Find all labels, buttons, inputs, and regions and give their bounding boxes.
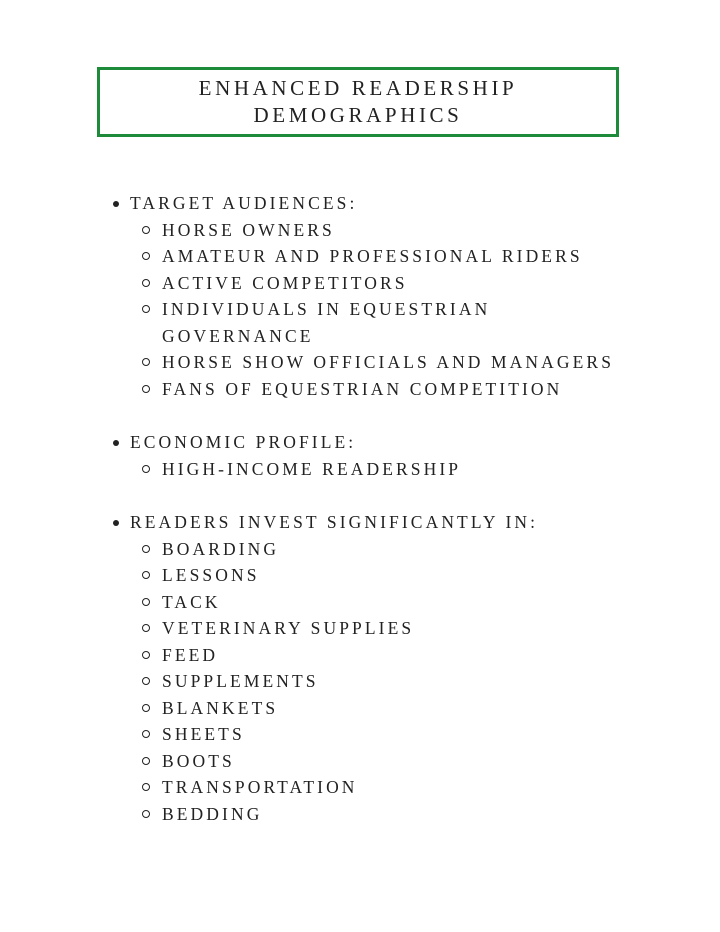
bullet-circle-icon	[142, 545, 150, 553]
bullet-circle-icon	[142, 624, 150, 632]
bullet-circle-icon	[142, 651, 150, 659]
list-item	[0, 774, 622, 801]
page-title-line-2: DEMOGRAPHICS	[253, 103, 463, 127]
list-item	[0, 562, 622, 589]
list-item-text: INDIVIDUALS IN EQUESTRIAN GOVERNANCE	[162, 299, 491, 346]
bullet-circle-icon	[142, 810, 150, 818]
list-item-text: HORSE OWNERS	[162, 219, 335, 240]
list-item-text: HIGH-INCOME READERSHIP	[162, 458, 462, 479]
list-item-text: TACK	[162, 591, 221, 612]
list-item-text: BOOTS	[162, 750, 235, 771]
list-item	[0, 801, 622, 828]
section-heading-text: ECONOMIC PROFILE:	[130, 432, 357, 452]
list-item	[0, 376, 622, 403]
list-item	[0, 243, 622, 270]
list-item-text: AMATEUR AND PROFESSIONAL RIDERS	[162, 246, 583, 266]
list-item-text: SUPPLEMENTS	[162, 671, 319, 691]
demographics-list	[0, 190, 720, 854]
section-heading	[0, 429, 720, 456]
bullet-circle-icon	[142, 465, 150, 473]
list-item-text: ACTIVE COMPETITORS	[162, 272, 408, 293]
list-item-text: BOARDING	[162, 538, 280, 559]
section-heading	[0, 190, 720, 217]
section-target-audiences	[0, 190, 720, 402]
bullet-circle-icon	[142, 385, 150, 393]
bullet-circle-icon	[142, 704, 150, 712]
list-item-text: FANS OF EQUESTRIAN COMPETITION	[162, 378, 563, 399]
section-heading-text: READERS INVEST SIGNIFICANTLY IN:	[130, 512, 539, 532]
page-title-line-1: ENHANCED READERSHIP	[198, 76, 518, 100]
list-item-text: FEED	[162, 644, 219, 665]
list-item	[0, 721, 622, 748]
list-item	[0, 668, 622, 695]
list-item	[0, 642, 622, 669]
bullet-circle-icon	[142, 598, 150, 606]
list-item-text: HORSE SHOW OFFICIALS AND MANAGERS	[162, 352, 615, 372]
title-box	[97, 67, 619, 137]
list-item-text: LESSONS	[162, 565, 260, 585]
bullet-circle-icon	[142, 279, 150, 287]
section-investments	[0, 509, 720, 827]
list-item-text: SHEETS	[162, 724, 245, 744]
list-item-text: BLANKETS	[162, 697, 279, 718]
list-item	[0, 349, 622, 376]
section-economic-profile	[0, 429, 720, 482]
section-heading-text: TARGET AUDIENCES:	[130, 193, 358, 213]
bullet-circle-icon	[142, 783, 150, 791]
list-item-text: BEDDING	[162, 803, 263, 824]
list-item-text: VETERINARY SUPPLIES	[162, 618, 415, 638]
list-item	[0, 296, 622, 349]
bullet-disc-icon	[113, 520, 119, 526]
section-heading	[0, 509, 720, 536]
bullet-circle-icon	[142, 757, 150, 765]
list-item	[0, 270, 622, 297]
bullet-circle-icon	[142, 252, 150, 260]
bullet-circle-icon	[142, 677, 150, 685]
list-item	[0, 615, 622, 642]
bullet-circle-icon	[142, 305, 150, 313]
list-item	[0, 748, 622, 775]
list-item-text: TRANSPORTATION	[162, 777, 358, 797]
bullet-circle-icon	[142, 571, 150, 579]
bullet-circle-icon	[142, 730, 150, 738]
list-item	[0, 695, 622, 722]
list-item	[0, 456, 622, 483]
list-item	[0, 536, 622, 563]
bullet-circle-icon	[142, 226, 150, 234]
bullet-circle-icon	[142, 358, 150, 366]
bullet-disc-icon	[113, 440, 119, 446]
list-item	[0, 589, 622, 616]
bullet-disc-icon	[113, 201, 119, 207]
list-item	[0, 217, 622, 244]
